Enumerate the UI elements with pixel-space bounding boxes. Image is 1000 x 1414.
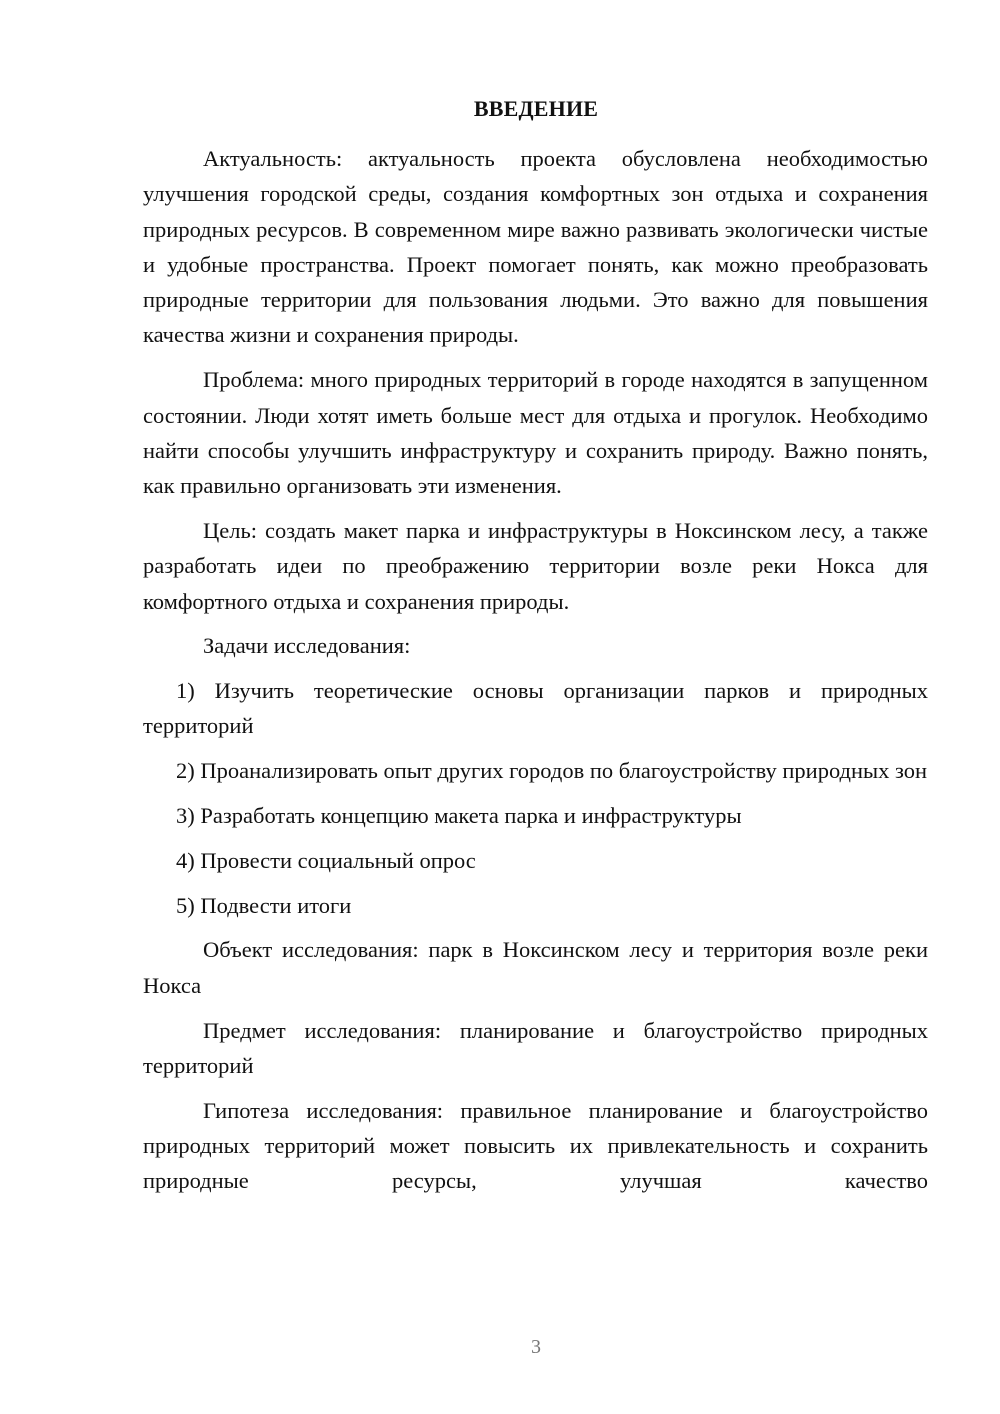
paragraph-object: Объект исследования: парк в Ноксинском лесу и территория возле реки Нокса [143,937,928,998]
paragraph-relevance: Актуальность: актуальность проекта обусловлена необходимостью улучшения городской среды, создания комфортных зон отдыха и сохранения природных ресурсов. В современном мире важно развивать экологически чистые и удобные пространства. Проект помогает понять, как можно преобразовать природные территории для пользования людьми. Это важно для повышения качества жизни и сохранения природы. [143,146,928,348]
task-item-2: 2) Проанализировать опыт других городов по благоустройству природных зон [176,758,928,784]
paragraph-hypothesis: Гипотеза исследования: правильное планирование и благоустройство природных территорий может повысить их привлекательность и сохранить природные ресурсы, улучшая качество [143,1097,928,1194]
task-item-1: 1) Изучить теоретические основы организации парков и природных территорий [143,678,928,739]
document-body [143,141,928,1208]
task-item-3: 3) Разработать концепцию макета парка и инфраструктуры [176,803,742,829]
paragraph-goal: Цель: создать макет парка и инфраструктуры в Ноксинском лесу, а также разработать идеи по преображению территории возле реки Нокса для комфортного отдыха и сохранения природы. [143,517,928,614]
task-item-4: 4) Провести социальный опрос [176,847,476,873]
task-item-5: 5) Подвести итоги [176,892,352,918]
tasks-heading: Задачи исследования: [203,633,411,659]
page-number: 3 [531,1336,541,1358]
page-title: ВВЕДЕНИЕ [473,96,599,121]
paragraph-problem: Проблема: много природных территорий в городе находятся в запущенном состоянии. Люди хотят иметь больше мест для отдыха и прогулок. Необходимо найти способы улучшить инфраструктуру и сохранить природу. Важно понять, как правильно организовать эти изменения. [143,367,928,499]
paragraph-subject: Предмет исследования: планирование и благоустройство природных территорий [143,1017,928,1078]
